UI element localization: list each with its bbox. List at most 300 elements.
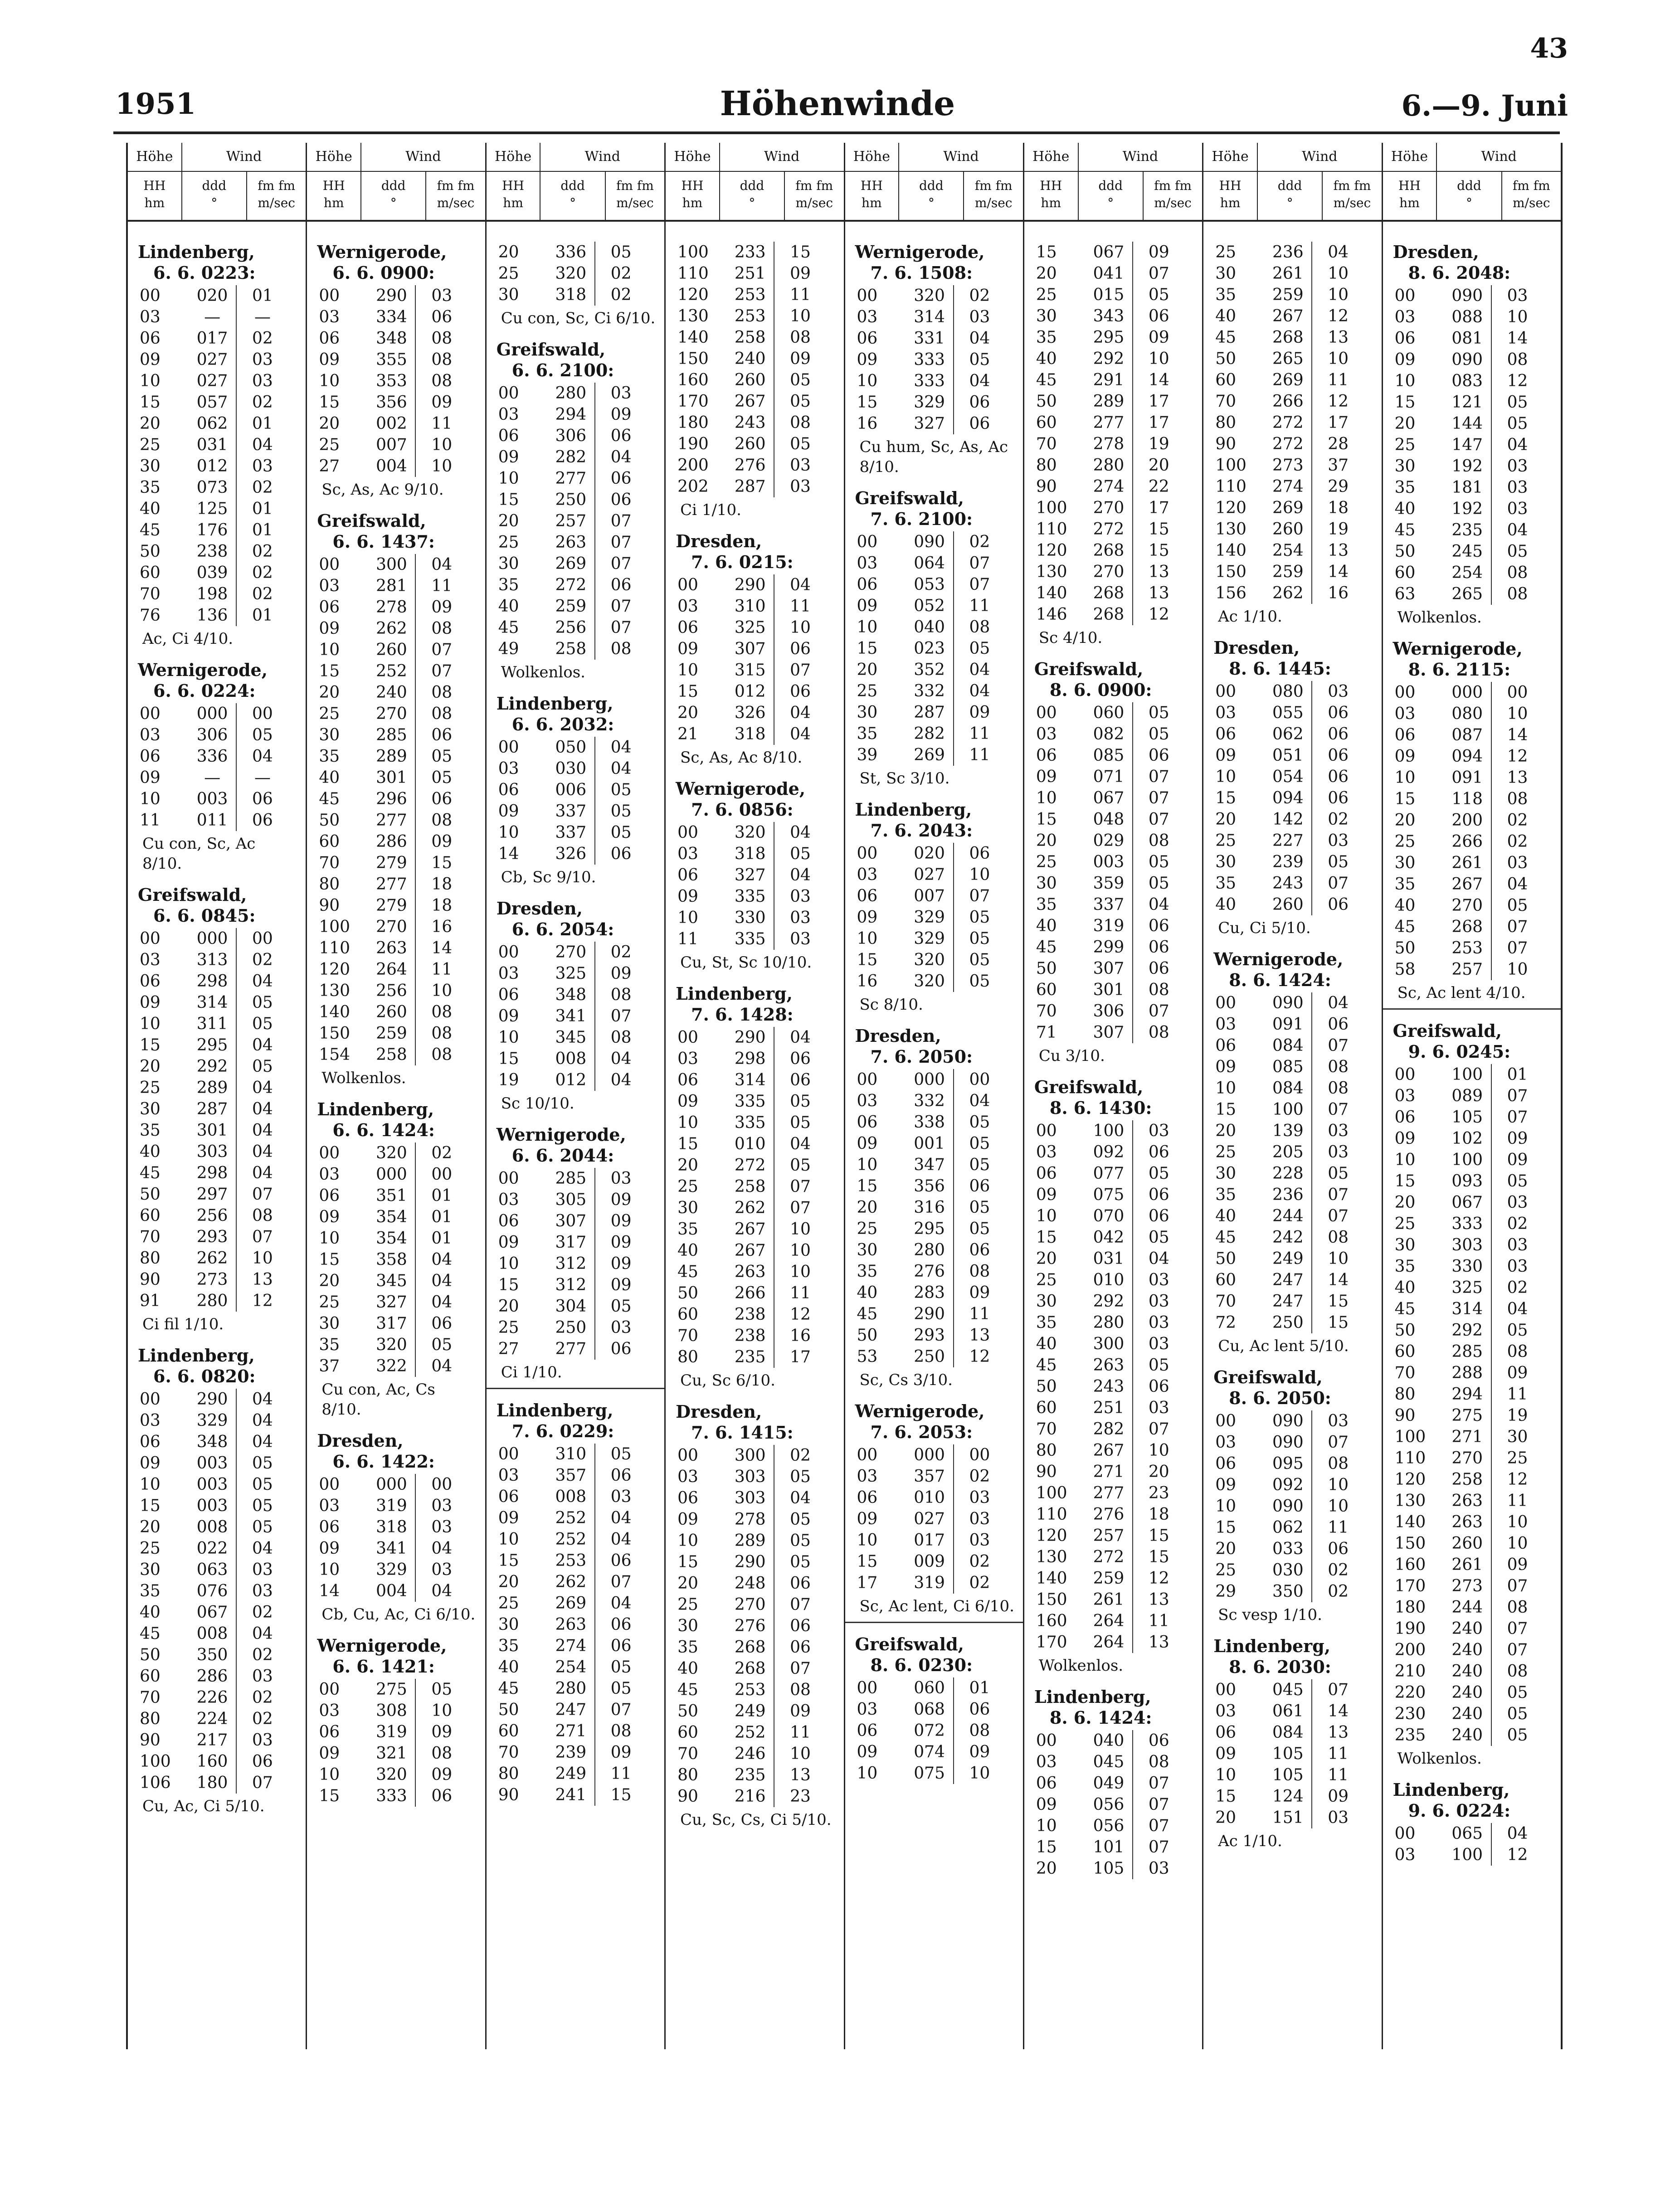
height-cell: 06 (140, 972, 161, 991)
speed-cell: 12 (1148, 1569, 1169, 1588)
height-cell: 120 (1036, 541, 1067, 560)
station-name: Dresden, (1213, 637, 1300, 658)
sounding-rows (497, 942, 645, 1091)
height-cell: 130 (1215, 520, 1247, 539)
height-cell: 45 (140, 1624, 161, 1643)
height-cell: 45 (1036, 1356, 1057, 1375)
station-name: Lindenberg, (317, 1099, 434, 1119)
direction-cell: 290 (725, 574, 774, 596)
speed-cell: 06 (610, 1466, 632, 1485)
height-cell: 06 (319, 1186, 340, 1205)
speed-cell: 15 (1148, 541, 1169, 560)
header-wind: Wind (1481, 149, 1517, 165)
speed-cell: 13 (1507, 768, 1528, 787)
direction-cell: 263 (1083, 1355, 1133, 1376)
height-cell: 00 (498, 384, 519, 403)
sounding-rows (317, 1474, 466, 1602)
height-cell: 150 (1215, 563, 1247, 581)
speed-cell: 02 (1328, 810, 1349, 829)
height-cell: 50 (1215, 350, 1237, 368)
speed-cell: 09 (969, 1283, 990, 1302)
direction-cell: 289 (187, 1077, 237, 1099)
column-header (1203, 143, 1381, 222)
direction-cell: 292 (1442, 1320, 1492, 1341)
height-cell: 10 (857, 1764, 878, 1783)
height-cell: 90 (1036, 1463, 1057, 1481)
direction-cell: 272 (725, 1155, 774, 1176)
height-cell: 03 (498, 964, 519, 983)
direction-cell: 327 (366, 1292, 416, 1313)
direction-cell: 004 (366, 456, 416, 477)
height-cell: 70 (1036, 1002, 1057, 1021)
speed-cell: 07 (1328, 1036, 1349, 1055)
direction-cell: 239 (545, 1742, 595, 1763)
height-cell: 15 (1215, 1518, 1237, 1537)
direction-cell: 027 (904, 864, 954, 885)
height-cell: 70 (677, 1327, 698, 1345)
speed-cell: 00 (1507, 683, 1528, 702)
speed-cell: 04 (969, 661, 990, 679)
height-cell: 30 (1394, 457, 1416, 476)
speed-cell: 02 (252, 329, 273, 348)
direction-cell: 310 (725, 596, 774, 617)
height-cell: 120 (1394, 1470, 1426, 1489)
speed-cell: 11 (790, 286, 811, 304)
direction-cell: 142 (1262, 809, 1312, 830)
speed-cell: 08 (1148, 1023, 1169, 1042)
direction-cell: 325 (1442, 1277, 1492, 1298)
station-name: Wernigerode, (138, 660, 268, 680)
direction-cell: 235 (725, 1347, 774, 1368)
direction-cell: 329 (366, 1559, 416, 1580)
speed-cell: 02 (252, 1603, 273, 1622)
sounding-rows (676, 1445, 824, 1807)
height-cell: 03 (1036, 1753, 1057, 1771)
direction-cell: 080 (1442, 703, 1492, 724)
height-cell: 202 (677, 477, 709, 496)
direction-cell: 299 (1083, 937, 1133, 958)
height-cell: 10 (319, 372, 340, 390)
height-cell: 170 (1036, 1633, 1067, 1652)
direction-cell: 000 (187, 703, 237, 724)
direction-cell: 061 (1262, 1701, 1312, 1722)
direction-cell: 252 (725, 1722, 774, 1743)
station-name: Lindenberg, (676, 983, 793, 1004)
speed-cell: 08 (610, 1028, 632, 1047)
direction-cell: 240 (1442, 1725, 1492, 1746)
speed-cell: 14 (1148, 371, 1169, 389)
speed-cell: 19 (1507, 1406, 1528, 1425)
direction-cell: 249 (545, 1763, 595, 1784)
height-cell: 40 (140, 500, 161, 518)
height-cell: 09 (1036, 1795, 1057, 1814)
height-cell: 20 (140, 1518, 161, 1536)
speed-cell: 08 (1507, 585, 1528, 603)
height-cell: 45 (319, 790, 340, 808)
height-cell: 25 (319, 705, 340, 723)
direction-cell: 327 (725, 865, 774, 886)
block-separator (1383, 1008, 1561, 1010)
direction-cell: 308 (366, 1700, 416, 1721)
column-header (845, 143, 1023, 222)
header-hh: HH (860, 178, 883, 193)
direction-cell: 307 (725, 638, 774, 660)
height-cell: 03 (857, 1092, 878, 1110)
speed-cell: 05 (610, 1679, 632, 1698)
direction-cell: 345 (366, 1270, 416, 1292)
direction-cell: 031 (1083, 1248, 1133, 1269)
height-cell: 06 (498, 1488, 519, 1506)
direction-cell: 261 (1083, 1589, 1133, 1610)
station-name: Greifswald, (1393, 1021, 1502, 1041)
height-cell: 03 (140, 726, 161, 744)
direction-cell: 318 (366, 1517, 416, 1538)
direction-cell: 057 (187, 392, 237, 413)
direction-cell: 180 (187, 1772, 237, 1794)
speed-cell: 09 (1148, 243, 1169, 262)
direction-cell: 314 (904, 306, 954, 328)
speed-cell: 06 (252, 1752, 273, 1771)
header-wind: Wind (943, 149, 979, 165)
header-deg: ° (1466, 195, 1472, 210)
height-cell: 25 (319, 1293, 340, 1312)
height-cell: 00 (1036, 1731, 1057, 1750)
header-hm: hm (862, 195, 882, 210)
direction-cell: 274 (1262, 476, 1312, 497)
height-cell: 00 (677, 823, 698, 842)
station-name: Greifswald, (855, 488, 964, 508)
direction-cell: 081 (1442, 328, 1492, 349)
speed-cell: 06 (790, 682, 811, 701)
speed-cell: 08 (431, 1003, 453, 1021)
height-cell: 10 (140, 1015, 161, 1033)
speed-cell: 07 (610, 597, 632, 616)
speed-cell: 07 (1507, 1108, 1528, 1127)
height-cell: 70 (1394, 1364, 1416, 1382)
direction-cell: 280 (545, 383, 595, 404)
speed-cell: 07 (252, 1228, 273, 1246)
direction-cell: 337 (545, 822, 595, 843)
height-cell: 91 (140, 1292, 161, 1310)
speed-cell: 07 (1328, 1100, 1349, 1119)
direction-cell: 082 (1083, 724, 1133, 745)
height-cell: 25 (498, 1318, 519, 1337)
direction-cell: 263 (1442, 1490, 1492, 1512)
direction-cell: 139 (1262, 1120, 1312, 1142)
direction-cell: 240 (1442, 1682, 1492, 1703)
height-cell: 120 (1036, 1527, 1067, 1545)
direction-cell: 259 (1262, 561, 1312, 583)
height-cell: 35 (140, 1121, 161, 1140)
speed-cell: 10 (431, 457, 453, 476)
direction-cell: 083 (1442, 370, 1492, 392)
cloud-note: Cu, St, Sc 10/10. (680, 953, 812, 972)
height-cell: 06 (498, 986, 519, 1004)
height-cell: 06 (319, 598, 340, 617)
height-cell: 10 (1215, 768, 1237, 786)
height-cell: 20 (1215, 1540, 1237, 1558)
speed-cell: 02 (969, 1467, 990, 1486)
speed-cell: 01 (969, 1679, 990, 1697)
direction-cell: 008 (545, 1048, 595, 1070)
speed-cell: 13 (790, 1766, 811, 1784)
speed-cell: 05 (252, 1015, 273, 1033)
speed-cell: 07 (1148, 1420, 1169, 1439)
speed-cell: 10 (1328, 1249, 1349, 1268)
speed-cell: 02 (610, 943, 632, 962)
height-cell: 100 (1394, 1428, 1426, 1446)
height-cell: 15 (1215, 1787, 1237, 1806)
height-cell: 09 (1036, 1186, 1057, 1204)
height-cell: 35 (140, 1582, 161, 1600)
height-cell: 15 (857, 393, 878, 412)
direction-cell: 331 (904, 328, 954, 349)
station-name: Greifswald, (1034, 1077, 1144, 1097)
direction-cell: 320 (904, 971, 954, 992)
height-cell: 25 (1394, 436, 1416, 454)
speed-cell: 05 (252, 1475, 273, 1494)
speed-cell: 09 (431, 1765, 453, 1784)
speed-cell: 15 (1328, 1313, 1349, 1332)
speed-cell: 02 (252, 478, 273, 497)
height-cell: 15 (498, 1276, 519, 1294)
sounding-rows (676, 1027, 824, 1368)
direction-cell: 268 (1083, 604, 1133, 625)
height-cell: 20 (857, 1198, 878, 1217)
sounding-rows (317, 285, 466, 477)
direction-cell: 042 (1083, 1227, 1133, 1248)
height-cell: 20 (1036, 1859, 1057, 1878)
sounding-time: 8. 6. 1445: (1229, 658, 1331, 679)
speed-cell: 05 (1148, 874, 1169, 893)
speed-cell: 04 (431, 1250, 453, 1269)
speed-cell: 03 (431, 1497, 453, 1515)
height-cell: 00 (1215, 1412, 1237, 1430)
speed-cell: 05 (790, 1468, 811, 1486)
speed-cell: 08 (431, 1744, 453, 1763)
sounding-time: 7. 6. 2053: (870, 1422, 973, 1442)
height-cell: 50 (677, 1702, 698, 1721)
speed-cell: 05 (610, 823, 632, 842)
speed-cell: 03 (610, 1488, 632, 1506)
speed-cell: 10 (790, 307, 811, 326)
speed-cell: 04 (252, 1079, 273, 1097)
height-cell: 50 (1394, 939, 1416, 958)
speed-cell: 03 (610, 1169, 632, 1188)
height-cell: 00 (857, 1679, 878, 1697)
height-cell: 03 (140, 1411, 161, 1430)
speed-cell: 06 (790, 1071, 811, 1089)
height-cell: 50 (1215, 1249, 1237, 1268)
speed-cell: 03 (1507, 500, 1528, 518)
speed-cell: 07 (252, 1774, 273, 1792)
height-cell: 60 (1215, 371, 1237, 389)
direction-cell: 040 (1083, 1730, 1133, 1751)
sounding-rows (855, 843, 1004, 992)
header-deg: ° (749, 195, 755, 210)
column-header (487, 143, 664, 222)
direction-cell: 045 (1083, 1751, 1133, 1773)
height-cell: 21 (677, 725, 698, 744)
height-cell: 70 (1036, 435, 1057, 453)
height-cell: 30 (1036, 307, 1057, 326)
speed-cell: 06 (431, 726, 453, 744)
direction-cell: 275 (1442, 1405, 1492, 1426)
speed-cell: 02 (431, 1144, 453, 1162)
height-cell: 100 (1215, 456, 1247, 475)
height-cell: 06 (677, 866, 698, 885)
speed-cell: 10 (1507, 308, 1528, 326)
height-cell: 03 (1215, 704, 1237, 722)
cloud-note: Cu con, Ac, Cs 8/10. (321, 1381, 435, 1419)
speed-cell: 22 (1148, 477, 1169, 496)
direction-cell: 084 (1262, 1078, 1312, 1099)
speed-cell: 03 (1328, 831, 1349, 850)
speed-cell: 04 (969, 1092, 990, 1110)
direction-cell: 017 (187, 328, 237, 349)
height-cell: 110 (1036, 1505, 1067, 1524)
speed-cell: 02 (252, 951, 273, 969)
cloud-note: Sc vesp 1/10. (1218, 1606, 1322, 1624)
station-name: Greifswald, (496, 339, 606, 360)
height-cell: 30 (677, 1617, 698, 1635)
speed-cell: 04 (610, 1594, 632, 1613)
direction-cell: 250 (545, 1317, 595, 1338)
height-cell: 15 (677, 1553, 698, 1571)
speed-cell: 07 (1148, 1774, 1169, 1793)
speed-cell: 06 (431, 1787, 453, 1805)
direction-cell: 003 (187, 1495, 237, 1517)
height-cell: 45 (1394, 918, 1416, 936)
direction-cell: 350 (1262, 1581, 1312, 1602)
speed-cell: 05 (969, 1156, 990, 1174)
page-header (0, 0, 1675, 150)
speed-cell: 06 (1148, 1186, 1169, 1204)
speed-cell: 03 (610, 384, 632, 403)
header-hh: HH (143, 178, 166, 193)
speed-cell: 04 (1328, 243, 1349, 262)
height-cell: 09 (319, 619, 340, 638)
height-cell: 35 (677, 1638, 698, 1657)
height-cell: 03 (140, 308, 161, 326)
height-cell: 00 (1215, 682, 1237, 701)
direction-cell: 288 (1442, 1362, 1492, 1384)
height-cell: 10 (498, 1530, 519, 1549)
height-cell: 70 (677, 1745, 698, 1763)
direction-cell: 286 (366, 831, 416, 852)
height-cell: 25 (498, 533, 519, 552)
station-name: Lindenberg, (1213, 1636, 1330, 1656)
direction-cell: 290 (187, 1389, 237, 1410)
speed-cell: 11 (1507, 1385, 1528, 1404)
speed-cell: 12 (790, 1305, 811, 1324)
height-cell: 60 (1394, 564, 1416, 582)
height-cell: 17 (857, 1574, 878, 1592)
header-fm: fm fm (974, 178, 1013, 193)
sounding-time: 6. 6. 2054: (511, 919, 614, 939)
direction-cell: 333 (366, 1785, 416, 1807)
direction-cell: 320 (545, 263, 595, 284)
speed-cell: 04 (252, 1411, 273, 1430)
header-wind: Wind (764, 149, 800, 165)
direction-cell: 262 (187, 1248, 237, 1269)
direction-cell: 260 (725, 433, 774, 455)
direction-cell: 341 (366, 1538, 416, 1559)
height-cell: 40 (1036, 1335, 1057, 1353)
direction-cell: 354 (366, 1228, 416, 1249)
speed-cell: 13 (1148, 563, 1169, 581)
direction-cell: 240 (1442, 1618, 1492, 1639)
height-cell: 20 (319, 683, 340, 702)
direction-cell: 000 (366, 1474, 416, 1495)
direction-cell: 105 (1262, 1743, 1312, 1765)
height-cell: 15 (319, 1787, 340, 1805)
direction-cell: 268 (725, 1658, 774, 1679)
speed-cell: 05 (1507, 1172, 1528, 1191)
speed-cell: 11 (969, 1305, 990, 1323)
height-cell: 72 (1215, 1313, 1237, 1332)
speed-cell: 04 (610, 448, 632, 467)
speed-cell: 09 (969, 1743, 990, 1761)
height-cell: 06 (1215, 1454, 1237, 1473)
speed-cell: 14 (1507, 329, 1528, 348)
wind-table (126, 143, 1563, 2049)
height-cell: 30 (1036, 874, 1057, 893)
speed-cell: 14 (1328, 1702, 1349, 1721)
speed-cell: 18 (431, 896, 453, 915)
height-cell: 06 (857, 1488, 878, 1507)
speed-cell: 05 (969, 1113, 990, 1132)
speed-cell: 09 (431, 832, 453, 851)
height-cell: 35 (498, 1637, 519, 1655)
direction-cell: 092 (1262, 1474, 1312, 1496)
direction-cell: 285 (366, 724, 416, 746)
speed-cell: 05 (969, 908, 990, 927)
speed-cell: 02 (969, 287, 990, 305)
station-name: Lindenberg, (496, 1400, 614, 1420)
height-cell: 70 (498, 1743, 519, 1762)
height-cell: 76 (140, 606, 161, 625)
speed-cell: 09 (610, 964, 632, 983)
direction-cell: 258 (725, 1176, 774, 1197)
height-cell: 09 (677, 887, 698, 906)
direction-cell: 326 (725, 702, 774, 724)
speed-cell: 04 (252, 1624, 273, 1643)
height-cell: 10 (677, 1113, 698, 1132)
speed-cell: 07 (790, 1177, 811, 1196)
speed-cell: 08 (1507, 790, 1528, 808)
sounding-time: 7. 6. 2100: (870, 509, 973, 529)
speed-cell: 05 (969, 972, 990, 991)
sounding-rows (1034, 702, 1183, 1043)
speed-cell: 07 (1148, 1817, 1169, 1835)
height-cell: 35 (498, 576, 519, 594)
header-fm: fm fm (258, 178, 296, 193)
sounding-rows (497, 1168, 645, 1360)
height-cell: 15 (1036, 1228, 1057, 1247)
height-cell: 09 (498, 802, 519, 821)
direction-cell: 266 (1442, 831, 1492, 852)
speed-cell: 06 (431, 790, 453, 808)
speed-cell: 23 (1148, 1484, 1169, 1502)
station-name: Greifswald, (138, 885, 247, 905)
height-cell: 60 (1036, 1399, 1057, 1417)
height-cell: 110 (1394, 1449, 1426, 1468)
height-cell: 00 (140, 929, 161, 948)
cloud-note: Cu con, Sc, Ac 8/10. (142, 835, 256, 873)
direction-cell: 027 (904, 1508, 954, 1530)
cloud-note: Ci 1/10. (501, 1363, 562, 1381)
